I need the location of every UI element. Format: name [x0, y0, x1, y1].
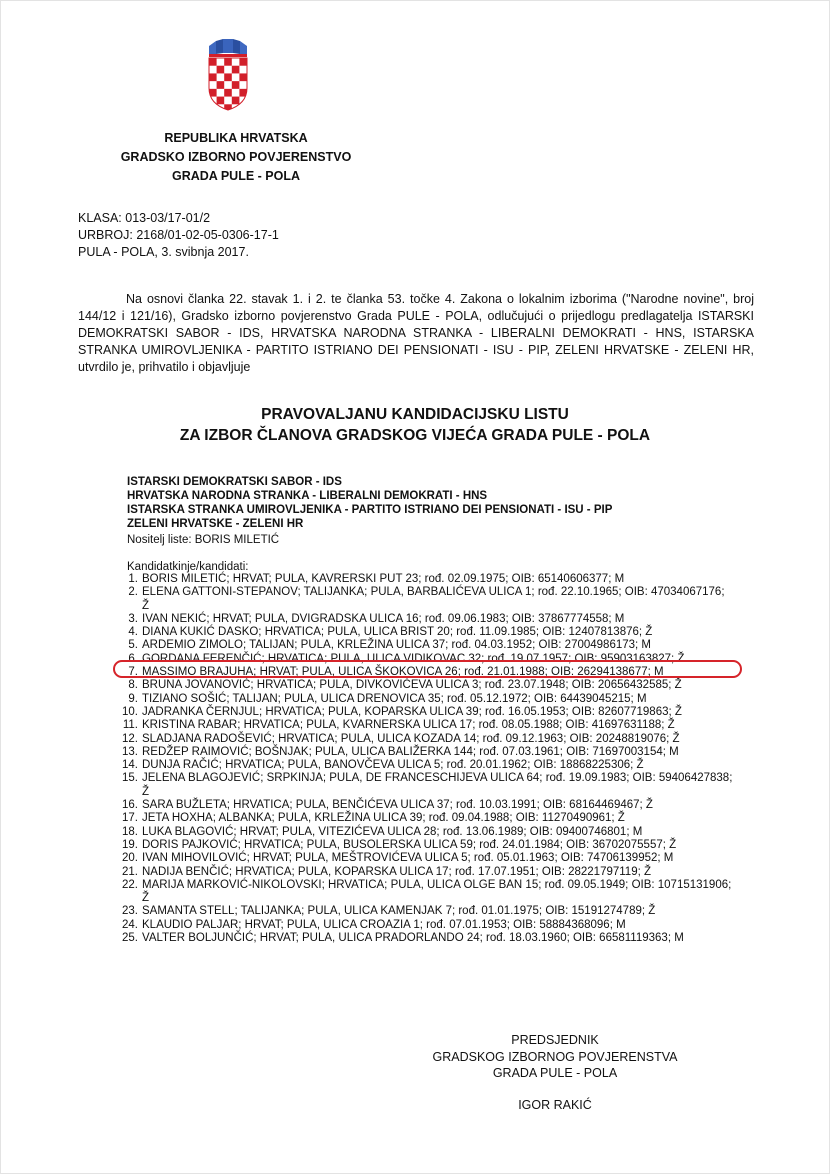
highlight-marker [113, 660, 742, 678]
candidate-number: 20. [122, 852, 138, 865]
signature-line: GRADSKOG IZBORNOG POVJERENSTVA [432, 1049, 678, 1064]
candidate-details: ELENA GATTONI-STEPANOV; TALIJANKA; PULA, BARBALIĆEVA ULICA 1; rođ. 22.10.1965; OIB: 47034067176; Ž [142, 586, 725, 612]
candidate-number: 18. [122, 825, 138, 838]
party-name: ISTARSKI DEMOKRATSKI SABOR - IDS [127, 476, 342, 488]
candidate-number: 12. [122, 732, 138, 745]
candidate-details: BORIS MILETIĆ; HRVAT; PULA, KAVRERSKI PUT 23; rođ. 02.09.1975; OIB: 65140606377; M [142, 573, 625, 585]
list-item [114, 733, 734, 746]
candidate-number: 3. [128, 612, 138, 625]
party-name: ZELENI HRVATSKE - ZELENI HR [127, 518, 304, 530]
candidate-number: 22. [122, 878, 138, 891]
list-item [114, 839, 734, 852]
candidate-details: NADIJA BENČIĆ; HRVATICA; PULA, KOPARSKA ULICA 17; rođ. 17.07.1951; OIB: 28221797119; Ž [142, 865, 652, 878]
party-name: HRVATSKA NARODNA STRANKA - LIBERALNI DEMOKRATI - HNS [127, 490, 488, 502]
candidate-number: 10. [122, 705, 138, 718]
list-item [114, 772, 734, 799]
document-title [0, 404, 830, 446]
candidate-details: SAMANTA STELL; TALIJANKA; PULA, ULICA KAMENJAK 7; rođ. 01.01.1975; OIB: 15191274789; Ž [142, 905, 656, 918]
candidate-number: 1. [128, 573, 138, 585]
header-line-city: GRADA PULE - POLA [171, 169, 300, 183]
list-item [114, 679, 734, 692]
candidate-number: 5. [128, 639, 138, 652]
urbroj-ref: URBROJ: 2168/01-02-05-0306-17-1 [78, 228, 279, 242]
klasa-ref: KLASA: 013-03/17-01/2 [78, 211, 211, 225]
candidate-details: DORIS PAJKOVIĆ; HRVATICA; PULA, BUSOLERSKA ULICA 59; rođ. 24.01.1984; OIB: 36702075557; Ž [142, 838, 677, 851]
candidate-details: SARA BUŽLETA; HRVATICA; PULA, BENČIĆEVA ULICA 37; rođ. 10.03.1991; OIB: 68164469467; Ž [142, 799, 653, 812]
candidate-number: 9. [128, 692, 138, 705]
list-item [114, 879, 734, 906]
party-list [127, 475, 612, 531]
place-date: PULA - POLA, 3. svibnja 2017. [78, 245, 249, 259]
candidate-details: MASSIMO BRAJUHA; HRVAT; PULA, ULICA ŠKOKOVICA 26; rođ. 21.01.1988; OIB: 26294138677; M [142, 666, 664, 679]
candidate-number: 7. [128, 666, 138, 679]
list-item [114, 932, 734, 945]
signature-line: GRADA PULE - POLA [492, 1066, 618, 1080]
candidate-details: MARIJA MARKOVIĆ-NIKOLOVSKI; HRVATICA; PULA, ULICA OLGE BAN 15; rođ. 09.05.1949; OIB: 10715131906; Ž [142, 878, 732, 905]
title-line-2: ZA IZBOR ČLANOVA GRADSKOG VIJEĆA GRADA PULE - POLA [179, 427, 651, 444]
candidate-details: IVAN MIHOVILOVIĆ; HRVAT; PULA, MEŠTROVIĆEVA ULICA 5; rođ. 05.01.1963; OIB: 74706139952; M [142, 852, 674, 865]
candidate-details: KLAUDIO PALJAR; HRVAT; PULA, ULICA CROAZIA 1; rođ. 07.01.1953; OIB: 58884368096; M [142, 918, 626, 931]
candidate-number: 21. [122, 865, 138, 878]
candidate-number: 4. [128, 626, 138, 639]
candidate-number: 8. [128, 679, 138, 692]
candidate-number: 2. [128, 586, 138, 599]
list-item [114, 706, 734, 719]
list-item [114, 613, 734, 626]
candidate-details: IVAN NEKIĆ; HRVAT; PULA, DVIGRADSKA ULICA 16; rođ. 09.06.1983; OIB: 37867774558; M [142, 612, 625, 625]
candidate-details: REDŽEP RAIMOVIĆ; BOŠNJAK; PULA, ULICA BALIŽERKA 144; rođ. 07.03.1961; OIB: 71697003154; M [142, 745, 679, 758]
list-item [114, 852, 734, 865]
signer-name: IGOR RAKIĆ [518, 1098, 592, 1112]
candidate-details: ARDEMIO ZIMOLO; TALIJAN; PULA, KRLEŽINA ULICA 37; rođ. 04.03.1952; OIB: 27004986173; M [142, 639, 652, 652]
candidate-details: JETA HOXHA; ALBANKA; PULA, KRLEŽINA ULICA 39; rođ. 09.04.1988; OIB: 11270490961; Ž [142, 812, 625, 825]
list-item [114, 826, 734, 839]
candidate-details: DIANA KUKIĆ DASKO; HRVATICA; PULA, ULICA BRIST 20; rođ. 11.09.1985; OIB: 12407813876; Ž [142, 626, 653, 639]
list-item [114, 586, 734, 613]
intro-paragraph: Na osnovi članka 22. stavak 1. i 2. te članka 53. točke 4. Zakona o lokalnim izborima ("Narodne novine", broj 144/12 i 121/16), Gradsko izborno povjerenstvo Grada PULE - POLA, odlučujući o prijedlogu predlagatelja ISTARSKI DEMOKRATSKI SABOR - IDS, HRVATSKA NARODNA STRANKA - LIBERALNI DEMOKRATI - HNS, ISTARSKA STRANKA UMIROVLJENIKA - PARTITO ISTRIANO DEI PENSIONATI - ISU - PIP, ZELENI HRVATSKE - ZELENI HR, utvrdilo je, prihvatilo i objavljuje [78, 292, 754, 374]
crown-icon [209, 39, 247, 57]
candidate-number: 6. [128, 652, 138, 665]
candidate-details: VALTER BOLJUNČIĆ; HRVAT; PULA, ULICA PRADORLANDO 24; rođ. 18.03.1960; OIB: 66581119363; M [142, 932, 684, 945]
list-item [114, 639, 734, 652]
list-item [114, 626, 734, 639]
croatian-coat-of-arms-icon [206, 38, 250, 112]
candidate-details: GORDANA FERENČIĆ; HRVATICA; PULA, ULICA VIDIKOVAC 32; rođ. 19.07.1957; OIB: 95903163827; Ž [142, 652, 685, 665]
document-references [78, 210, 279, 261]
list-item [114, 799, 734, 812]
header-line-country: REPUBLIKA HRVATSKA [164, 131, 308, 145]
candidate-details: BRUNA JOVANOVIĆ; HRVATICA; PULA, DIVKOVIĆEVA ULICA 3; rođ. 23.07.1948; OIB: 20656432585; Ž [142, 679, 682, 692]
candidate-number: 25. [122, 932, 138, 945]
candidate-number: 24. [122, 918, 138, 931]
signature-block [405, 1032, 705, 1082]
candidate-details: KRISTINA RABAR; HRVATICA; PULA, KVARNERSKA ULICA 17; rođ. 08.05.1988; OIB: 41697631188; Ž [142, 719, 675, 732]
candidate-list [114, 573, 734, 945]
signature-line: PREDSJEDNIK [511, 1033, 599, 1047]
candidate-number: 19. [122, 838, 138, 851]
candidate-details: DUNJA RAČIĆ; HRVATICA; PULA, BANOVČEVA ULICA 5; rođ. 20.01.1962; OIB: 18868225306; Ž [142, 759, 644, 772]
header-line-commission: GRADSKO IZBORNO POVJERENSTVO [120, 150, 352, 164]
list-item [114, 759, 734, 772]
list-item [114, 573, 734, 586]
candidate-number: 14. [122, 759, 138, 772]
candidate-details: JADRANKA ČERNJUL; HRVATICA; PULA, KOPARSKA ULICA 39; rođ. 16.05.1953; OIB: 82607719863; Ž [142, 705, 682, 718]
issuer-header [86, 129, 386, 186]
candidate-number: 23. [122, 905, 138, 918]
candidate-number: 17. [122, 812, 138, 825]
list-item [114, 746, 734, 759]
party-name: ISTARSKA STRANKA UMIROVLJENIKA - PARTITO ISTRIANO DEI PENSIONATI - ISU - PIP [127, 504, 613, 516]
candidate-details: SLADJANA RADOŠEVIĆ; HRVATICA; PULA, ULICA KOZADA 14; rođ. 09.12.1963; OIB: 20248819076; Ž [142, 732, 680, 745]
candidate-number: 15. [122, 772, 138, 785]
list-item [114, 866, 734, 879]
list-item [114, 812, 734, 825]
list-item [114, 693, 734, 706]
candidates-label: Kandidatkinje/kandidati: [127, 561, 249, 573]
list-item [114, 905, 734, 918]
candidate-details: JELENA BLAGOJEVIĆ; SRPKINJA; PULA, DE FRANCESCHIJEVA ULICA 64; rođ. 19.09.1983; OIB: 59406427838; Ž [142, 772, 733, 798]
candidate-number: 11. [122, 719, 138, 732]
list-item [114, 919, 734, 932]
list-item [114, 719, 734, 732]
shield-checkerboard [209, 58, 247, 112]
candidate-details: LUKA BLAGOVIĆ; HRVAT; PULA, VITEZIĆEVA ULICA 28; rođ. 13.06.1989; OIB: 09400746801; M [142, 825, 643, 838]
title-line-1: PRAVOVALJANU KANDIDACIJSKU LISTU [261, 406, 569, 423]
candidate-number: 16. [122, 799, 138, 812]
candidate-number: 13. [122, 745, 138, 758]
candidate-details: TIZIANO SOŠIĆ; TALIJAN; PULA, ULICA DRENOVICA 35; rođ. 05.12.1972; OIB: 64439045215; M [142, 692, 647, 705]
list-holder: Nositelj liste: BORIS MILETIĆ [127, 534, 280, 546]
